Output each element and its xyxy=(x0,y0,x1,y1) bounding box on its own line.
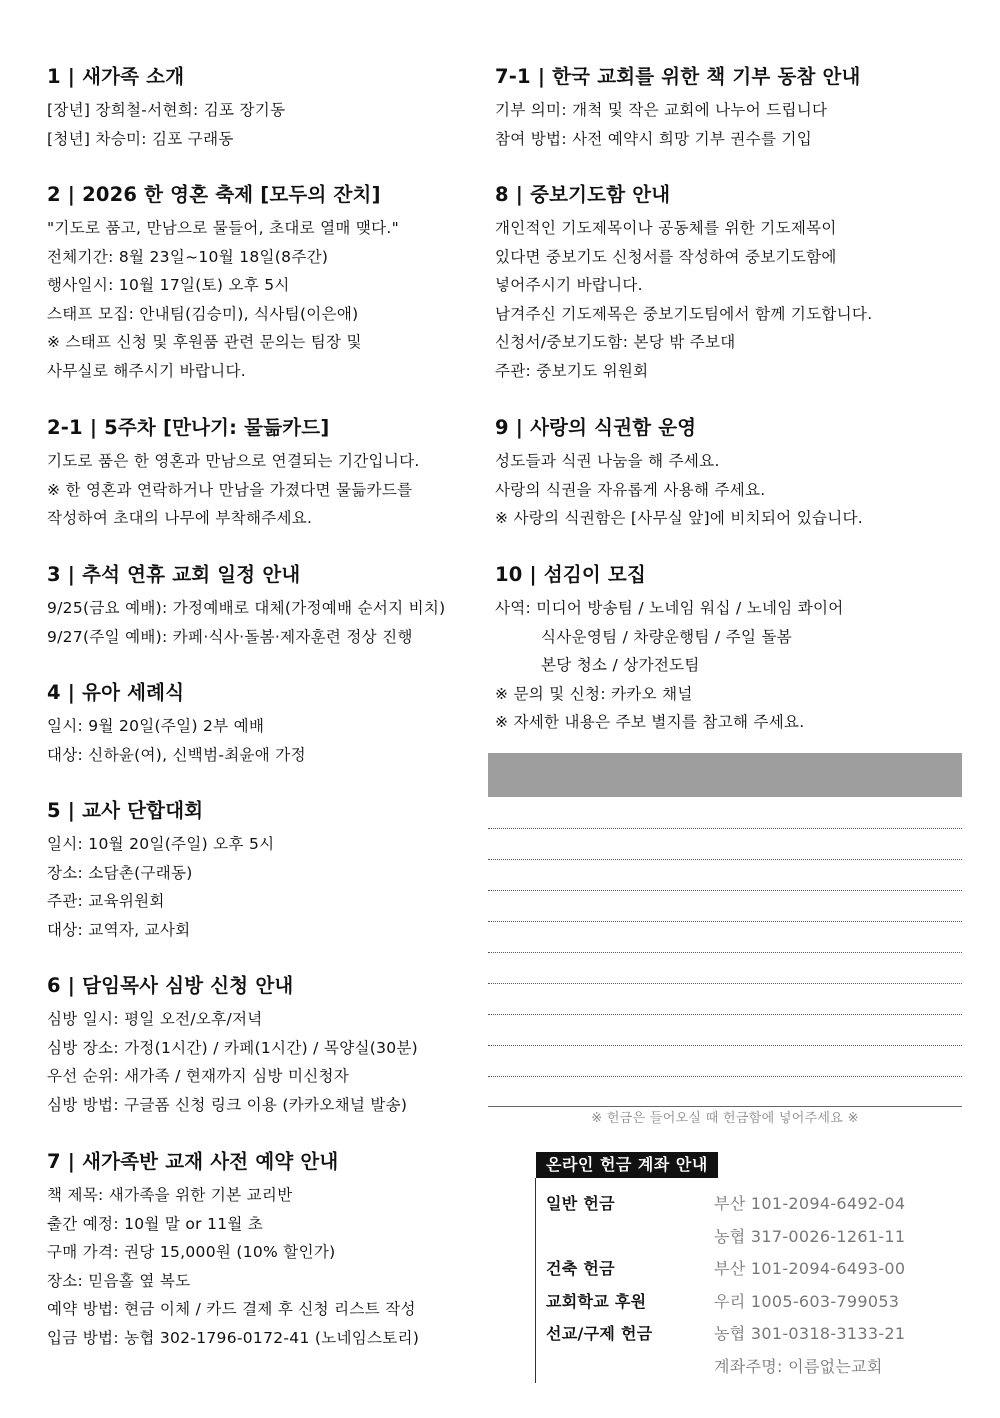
section-line: 행사일시: 10월 17일(토) 오후 5시 xyxy=(47,276,290,295)
section-line: 성도들과 식권 나눔을 해 주세요. xyxy=(495,452,720,470)
section-textbook xyxy=(47,1147,477,1353)
section-line: 사랑의 식권을 자유롭게 사용해 주세요. xyxy=(495,480,766,499)
section-line: 심방 일시: 평일 오전/오후/저녁 xyxy=(47,1010,263,1028)
section-line: ※ 한 영혼과 연락하거나 만남을 가졌다면 물듦카드를 xyxy=(47,480,413,499)
section-line: 신청서/중보기도함: 본당 밖 주보대 xyxy=(495,333,736,352)
section-title: 2-1 | 5주차 [만나기: 물듦카드] xyxy=(47,416,330,439)
section-line: 심방 장소: 가정(1시간) / 카페(1시간) / 목양실(30분) xyxy=(47,1038,419,1057)
section-line: 사무실로 해주시기 바랍니다. xyxy=(47,361,246,380)
section-line: 기도로 품은 한 영혼과 만남으로 연결되는 기간입니다. xyxy=(47,452,420,470)
section-line: 장소: 믿음홀 옆 복도 xyxy=(47,1271,191,1290)
section-line: [장년] 장희철-서현희: 김포 장기동 xyxy=(47,101,286,119)
memo-line xyxy=(488,983,962,984)
section-line: 심방 방법: 구글폼 신청 링크 이용 (카카오채널 발송) xyxy=(47,1095,408,1114)
account-label xyxy=(546,1221,714,1254)
section-title: 8 | 중보기도함 안내 xyxy=(495,183,671,206)
section-line: [청년] 차승미: 김포 구래동 xyxy=(47,129,234,148)
section-line: 스태프 모집: 안내팀(김승미), 식사팀(이은애) xyxy=(47,304,359,323)
section-title: 9 | 사랑의 식권함 운영 xyxy=(495,416,697,439)
memo-line xyxy=(488,890,962,891)
section-title: 4 | 유아 세례식 xyxy=(47,681,185,704)
section-line: 작성하여 초대의 나무에 부착해주세요. xyxy=(47,509,313,528)
section-teachers xyxy=(47,796,477,971)
account-row xyxy=(546,1318,955,1351)
section-line: ※ 스태프 신청 및 후원품 관련 문의는 팀장 및 xyxy=(47,333,362,352)
account-row xyxy=(546,1221,955,1254)
section-line: 대상: 신하윤(여), 신백범-최윤애 가정 xyxy=(47,745,306,764)
account-label xyxy=(546,1351,714,1384)
section-line: 참여 방법: 사전 예약시 희망 기부 권수를 기입 xyxy=(495,129,813,148)
account-row xyxy=(546,1351,955,1384)
memo-line xyxy=(488,859,962,860)
account-number: 부산 101-2094-6492-04 xyxy=(714,1194,906,1213)
section-title: 6 | 담임목사 심방 신청 안내 xyxy=(47,974,294,997)
section-line: ※ 문의 및 신청: 카카오 채널 xyxy=(495,684,693,703)
section-line: 9/27(주일 예배): 카페·식사·돌봄·제자훈련 정상 진행 xyxy=(47,627,413,646)
section-new-family xyxy=(47,62,477,180)
right-column xyxy=(495,62,965,737)
memo-line xyxy=(488,921,962,922)
account-label: 교회학교 후원 xyxy=(546,1291,647,1311)
offering-accounts xyxy=(535,1152,955,1383)
account-number: 부산 101-2094-6493-00 xyxy=(714,1259,906,1278)
account-label: 일반 헌금 xyxy=(546,1194,615,1213)
section-line: ※ 사랑의 식권함은 [사무실 앞]에 비치되어 있습니다. xyxy=(495,509,864,528)
account-label: 선교/구제 헌금 xyxy=(546,1324,653,1343)
memo-line xyxy=(488,952,962,953)
section-line: 장소: 소담촌(구래동) xyxy=(47,863,193,882)
section-line: "기도로 품고, 만남으로 물들어, 초대로 열매 맺다." xyxy=(47,219,400,237)
section-line: 넣어주시기 바랍니다. xyxy=(495,276,643,295)
section-title: 7 | 새가족반 교재 사전 예약 안내 xyxy=(47,1150,339,1173)
section-line: 남겨주신 기도제목은 중보기도팀에서 함께 기도합니다. xyxy=(495,304,873,323)
account-number: 우리 1005-603-799053 xyxy=(714,1291,900,1311)
section-chuseok xyxy=(47,560,477,678)
memo-line xyxy=(488,1045,962,1046)
account-row xyxy=(546,1253,955,1286)
section-book-donation xyxy=(495,62,965,180)
section-line: 기부 의미: 개척 및 작은 교회에 나누어 드립니다 xyxy=(495,101,828,119)
section-line: 주관: 교육위원회 xyxy=(47,892,165,911)
section-line: ※ 자세한 내용은 주보 별지를 참고해 주세요. xyxy=(495,713,805,732)
section-line: 우선 순위: 새가족 / 현재까지 심방 미신청자 xyxy=(47,1067,350,1086)
section-title: 7-1 | 한국 교회를 위한 책 기부 동참 안내 xyxy=(495,65,861,88)
section-line: 사역: 미디어 방송팀 / 노네임 워십 / 노네임 콰이어 xyxy=(495,599,844,617)
section-line: 전체기간: 8월 23일~10월 18일(8주간) xyxy=(47,247,329,266)
memo-line xyxy=(488,1014,962,1015)
section-line: 대상: 교역자, 교사회 xyxy=(47,920,191,939)
section-pastoral-visit xyxy=(47,971,477,1147)
section-volunteers xyxy=(495,560,965,737)
section-festival xyxy=(47,180,477,413)
memo-divider xyxy=(488,1106,962,1107)
section-title: 10 | 섬김이 모집 xyxy=(495,563,647,586)
left-column xyxy=(47,62,477,1353)
section-line: 입금 방법: 농협 302-1796-0172-41 (노네임스토리) xyxy=(47,1328,420,1347)
section-line: 있다면 중보기도 신청서를 작성하여 중보기도함에 xyxy=(495,247,837,266)
section-line: 본당 청소 / 상가전도팀 xyxy=(541,656,700,675)
offering-note: ※ 헌금은 들어오실 때 헌금함에 넣어주세요 ※ xyxy=(591,1111,859,1126)
account-number: 농협 301-0318-3133-21 xyxy=(714,1324,906,1343)
section-meal-ticket xyxy=(495,413,965,560)
section-line: 주관: 중보기도 위원회 xyxy=(495,361,649,380)
account-number: 농협 317-0026-1261-11 xyxy=(714,1226,906,1246)
account-row xyxy=(546,1286,955,1319)
section-line: 일시: 10월 20일(주일) 오후 5시 xyxy=(47,835,275,853)
section-line: 9/25(금요 예배): 가정예배로 대체(가정예배 순서지 비치) xyxy=(47,599,446,617)
memo-line xyxy=(488,1076,962,1077)
memo-header-bar xyxy=(488,753,962,797)
accounts-heading: 온라인 헌금 계좌 안내 xyxy=(536,1152,718,1178)
account-holder: 계좌주명: 이름없는교회 xyxy=(714,1356,883,1376)
section-line: 구매 가격: 권당 15,000원 (10% 할인가) xyxy=(47,1243,336,1262)
section-line: 예약 방법: 현금 이체 / 카드 결제 후 신청 리스트 작성 xyxy=(47,1300,416,1319)
section-line: 출간 예정: 10월 말 or 11월 초 xyxy=(47,1214,264,1233)
section-line: 책 제목: 새가족을 위한 기본 교리반 xyxy=(47,1186,293,1204)
section-prayer-box xyxy=(495,180,965,413)
section-title: 1 | 새가족 소개 xyxy=(47,65,185,88)
accounts-list xyxy=(535,1178,955,1383)
section-title: 5 | 교사 단합대회 xyxy=(47,799,204,822)
account-label: 건축 헌금 xyxy=(546,1259,615,1278)
section-line: 개인적인 기도제목이나 공동체를 위한 기도제목이 xyxy=(495,219,837,237)
memo-line xyxy=(488,828,962,829)
section-line: 일시: 9월 20일(주일) 2부 예배 xyxy=(47,717,265,735)
section-line: 식사운영팀 / 차량운행팀 / 주일 돌봄 xyxy=(541,627,793,646)
section-title: 3 | 추석 연휴 교회 일정 안내 xyxy=(47,563,301,586)
section-baptism xyxy=(47,678,477,796)
account-row xyxy=(546,1188,955,1221)
section-week5 xyxy=(47,413,477,560)
section-title: 2 | 2026 한 영혼 축제 [모두의 잔치] xyxy=(47,183,381,206)
